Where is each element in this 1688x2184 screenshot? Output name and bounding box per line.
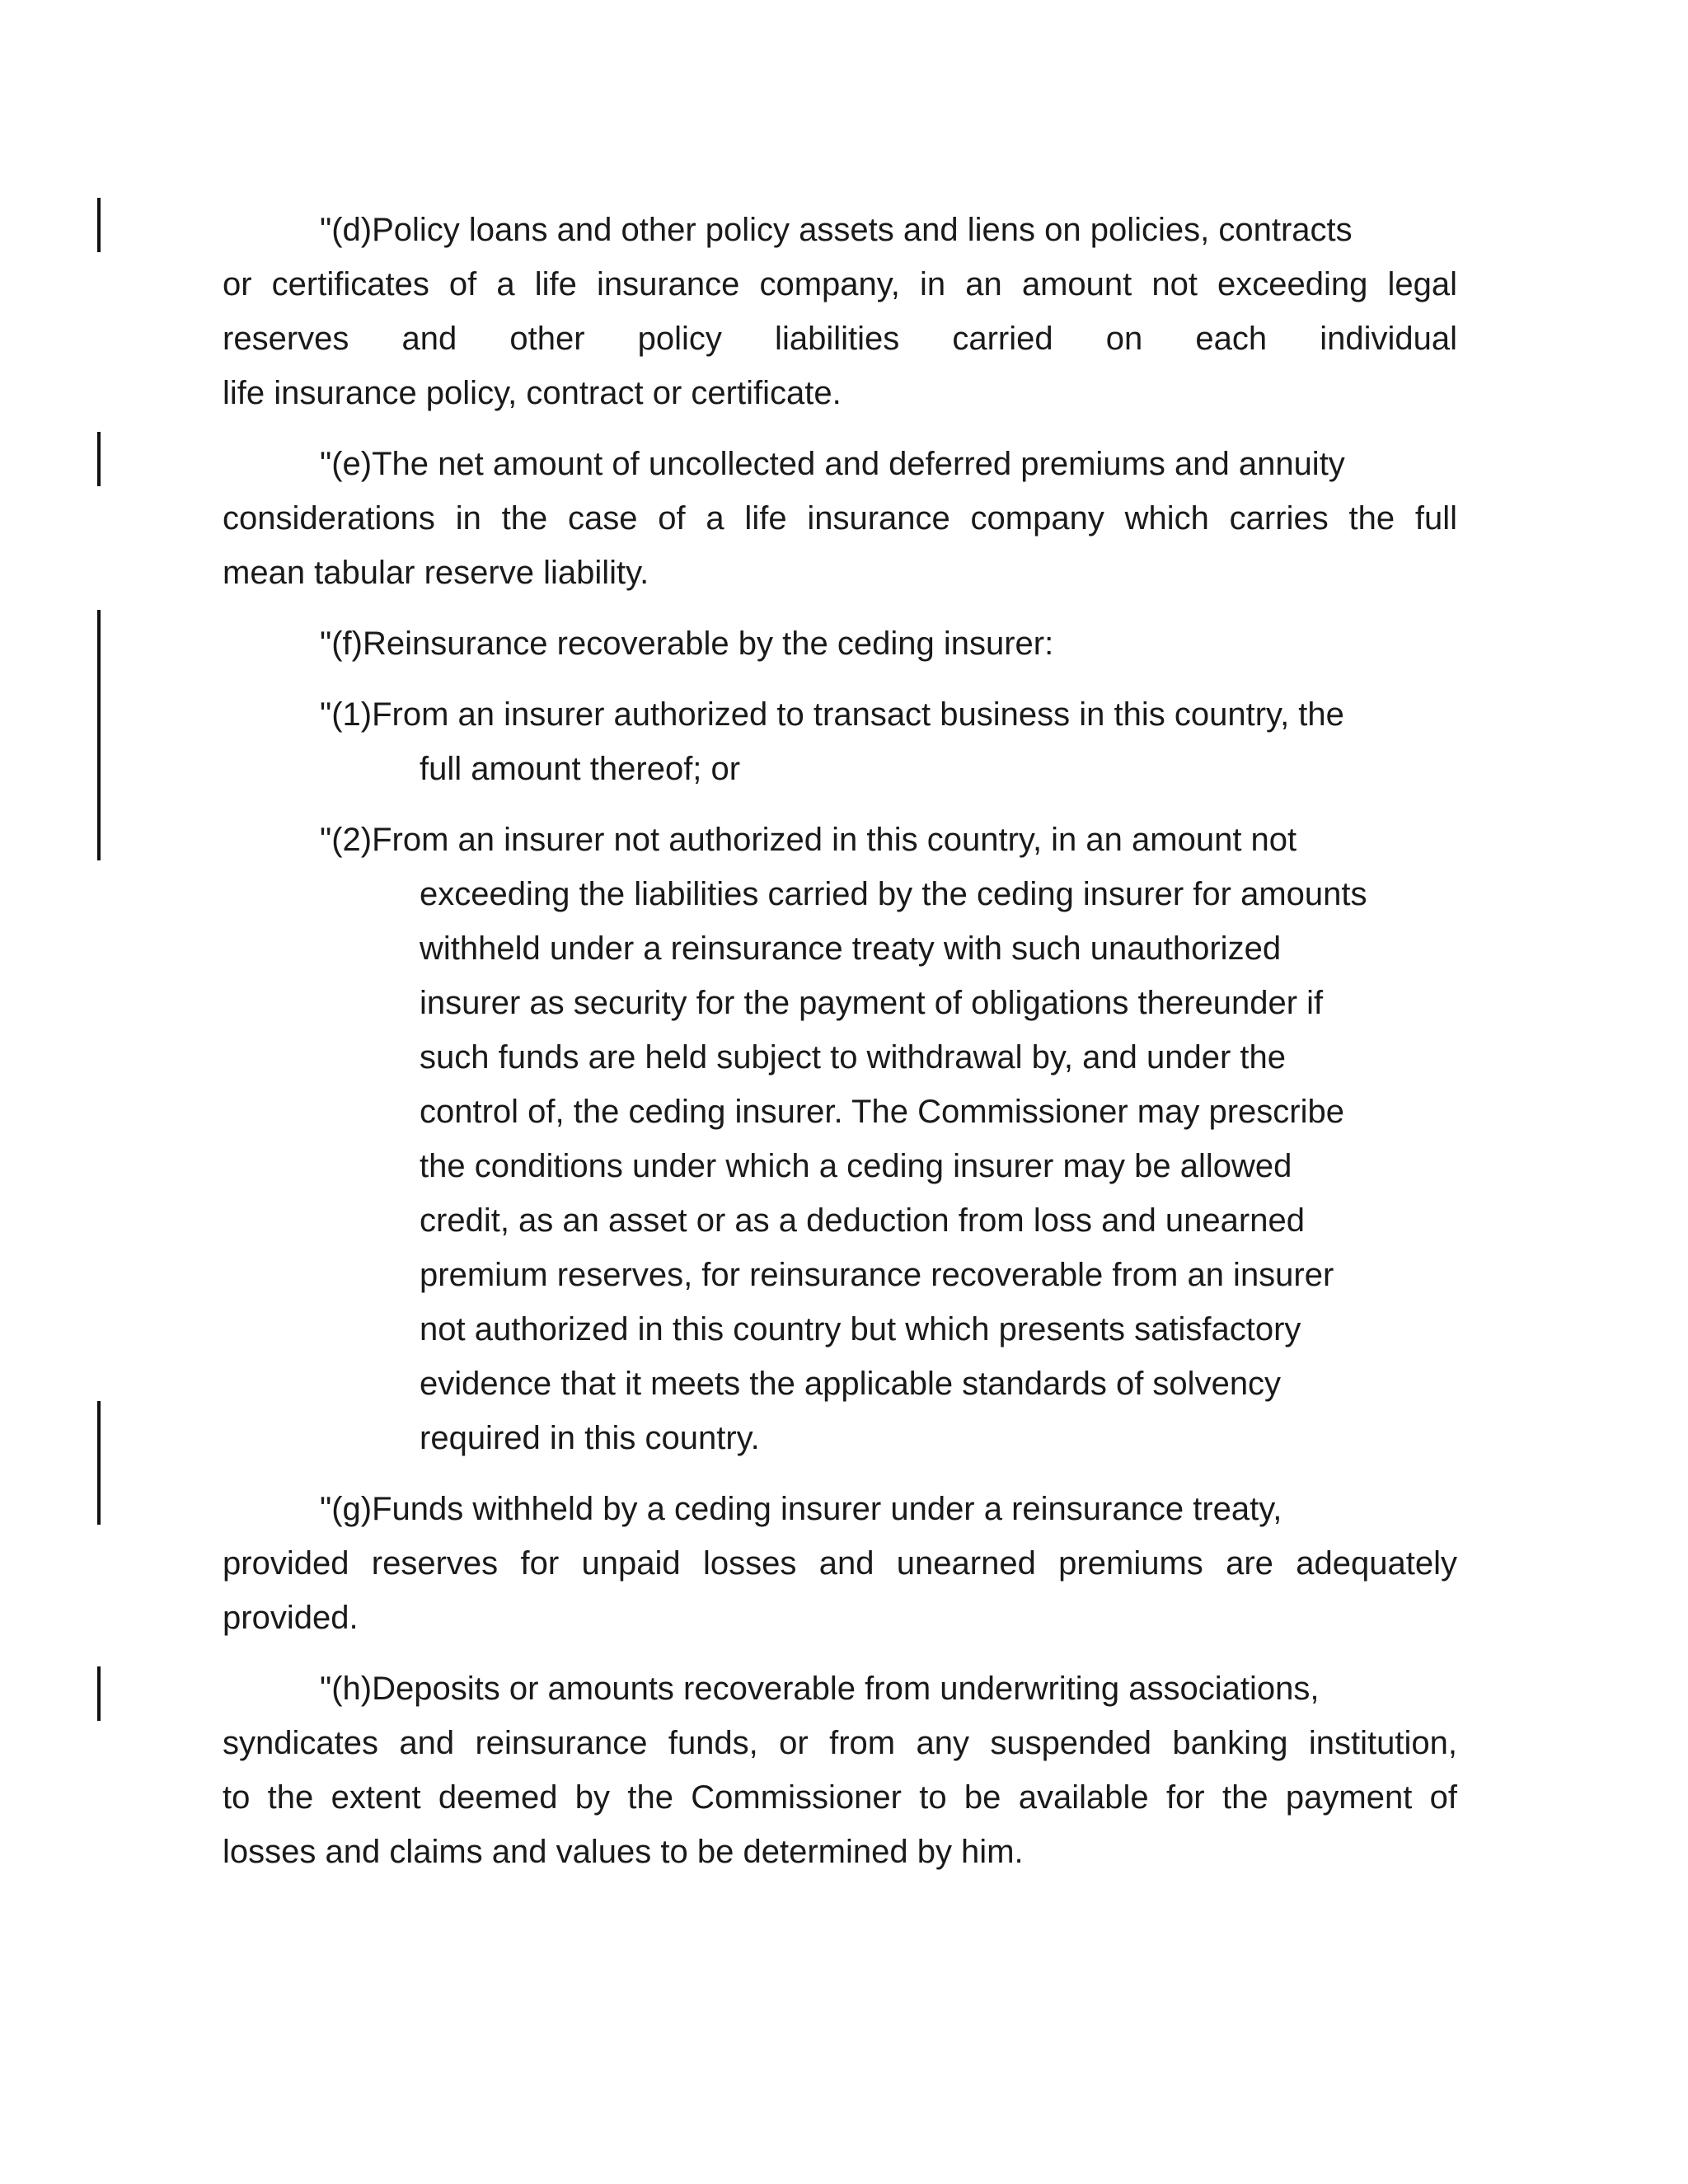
change-bar-f2-end bbox=[97, 1401, 101, 1525]
subparagraph-2-line-8: credit, as an asset or as a deduction from loss and unearned bbox=[420, 1202, 1305, 1239]
subparagraph-2-line-6: control of, the ceding insurer. The Commissioner may prescribe bbox=[420, 1094, 1344, 1130]
paragraph-e-line-3: mean tabular reserve liability. bbox=[223, 555, 649, 591]
paragraph-d-line-3: reserves and other policy liabilities carried on each individual bbox=[223, 321, 1457, 357]
subparagraph-2-line-12: required in this country. bbox=[420, 1420, 760, 1456]
paragraph-h-line-1: "(h)Deposits or amounts recoverable from underwriting associations, bbox=[320, 1671, 1320, 1707]
paragraph-h-line-2: syndicates and reinsurance funds, or from any suspended banking institution, bbox=[223, 1725, 1457, 1761]
paragraph-g-line-2: provided reserves for unpaid losses and unearned premiums are adequately bbox=[223, 1545, 1457, 1582]
paragraph-h-line-4: losses and claims and values to be determined by him. bbox=[223, 1834, 1024, 1870]
subparagraph-2-line-11: evidence that it meets the applicable standards of solvency bbox=[420, 1366, 1282, 1402]
paragraph-d-line-4: life insurance policy, contract or certificate. bbox=[223, 375, 842, 411]
subparagraph-2-line-1: "(2)From an insurer not authorized in this country, in an amount not bbox=[320, 822, 1297, 858]
paragraph-e-line-1: "(e)The net amount of uncollected and deferred premiums and annuity bbox=[320, 446, 1345, 482]
paragraph-e-line-2: considerations in the case of a life insurance company which carries the full bbox=[223, 500, 1457, 537]
subparagraph-2-line-2: exceeding the liabilities carried by the ceding insurer for amounts bbox=[420, 876, 1367, 912]
paragraph-d-line-2: or certificates of a life insurance company, in an amount not exceeding legal bbox=[223, 266, 1457, 302]
paragraph-h-line-3: to the extent deemed by the Commissioner to be available for the payment of bbox=[223, 1779, 1457, 1816]
paragraph-d-line-1: "(d)Policy loans and other policy assets and liens on policies, contracts bbox=[320, 212, 1353, 248]
subparagraph-2-line-9: premium reserves, for reinsurance recoverable from an insurer bbox=[420, 1257, 1334, 1293]
change-bar-f bbox=[97, 610, 101, 860]
subparagraph-2-line-4: insurer as security for the payment of obligations thereunder if bbox=[420, 985, 1324, 1021]
change-bar-d bbox=[97, 198, 101, 252]
subparagraph-2-line-5: such funds are held subject to withdrawal by, and under the bbox=[420, 1039, 1287, 1076]
subparagraph-1-line-2: full amount thereof; or bbox=[420, 751, 741, 787]
paragraph-g-line-1: "(g)Funds withheld by a ceding insurer under a reinsurance treaty, bbox=[320, 1491, 1282, 1527]
change-bar-h bbox=[97, 1666, 101, 1721]
paragraph-g-line-3: provided. bbox=[223, 1600, 359, 1636]
subparagraph-2-line-7: the conditions under which a ceding insurer may be allowed bbox=[420, 1148, 1292, 1184]
subparagraph-2-line-10: not authorized in this country but which presents satisfactory bbox=[420, 1311, 1301, 1347]
subparagraph-1-line-1: "(1)From an insurer authorized to transact business in this country, the bbox=[320, 696, 1344, 733]
change-bar-e bbox=[97, 432, 101, 486]
paragraph-f-line-1: "(f)Reinsurance recoverable by the ceding insurer: bbox=[320, 626, 1054, 662]
subparagraph-2-line-3: withheld under a reinsurance treaty with such unauthorized bbox=[420, 930, 1282, 967]
